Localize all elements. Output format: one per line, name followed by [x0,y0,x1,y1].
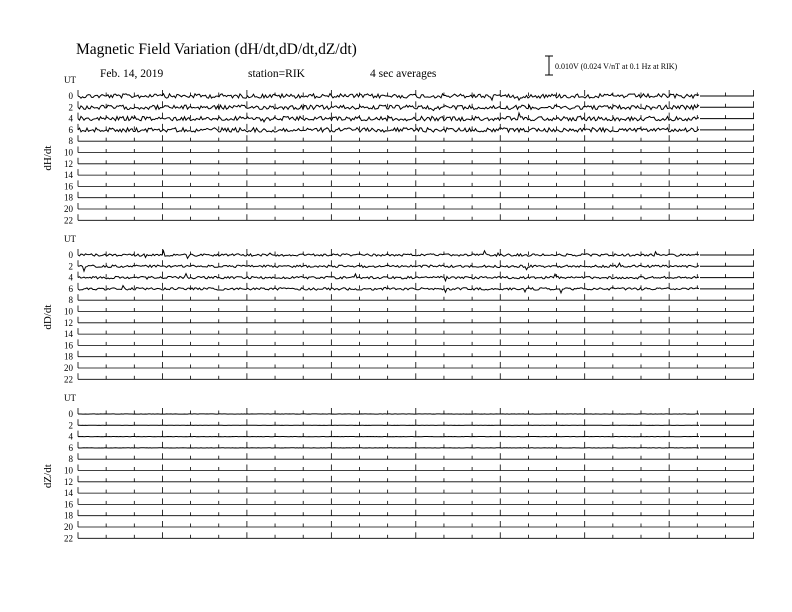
row-label: 22 [64,533,73,544]
row-label: 12 [64,158,73,169]
row-label: 22 [64,215,73,226]
row-label: 16 [64,340,73,351]
row-label: 22 [64,374,73,385]
row-label: 6 [68,283,73,294]
row-label: 10 [64,306,73,317]
row-label: 6 [68,124,73,135]
chart-title: Magnetic Field Variation (dH/dt,dD/dt,dZ/dt) [76,41,357,58]
row-label: 16 [64,181,73,192]
row-label: 0 [68,91,73,101]
ut-axis-label: UT [64,234,76,244]
row-label: 16 [64,499,73,510]
row-label: 0 [68,250,73,260]
averaging-label: 4 sec averages [370,68,437,80]
row-label: 2 [68,420,73,431]
panel-ylabel: dH/dt [42,145,54,171]
panel-ylabel: dD/dt [42,304,54,330]
row-label: 14 [64,329,73,340]
row-label: 20 [64,204,73,214]
trace-line [78,263,699,271]
row-label: 18 [64,351,73,362]
trace-line [78,251,699,259]
trace-line [78,105,699,110]
row-label: 8 [68,136,73,147]
ut-axis-label: UT [64,393,76,403]
row-label: 12 [64,476,73,487]
row-label: 4 [68,431,73,442]
row-label: 6 [68,442,73,453]
trace-line [78,128,699,132]
scale-bar [545,56,678,75]
row-label: 18 [64,510,73,521]
panel-dz-dt [42,393,754,543]
panels [42,75,754,543]
row-label: 0 [68,409,73,419]
row-label: 10 [64,147,73,158]
date-label: Feb. 14, 2019 [100,68,164,80]
row-label: 4 [68,113,73,124]
row-label: 20 [64,363,73,373]
row-label: 2 [68,261,73,272]
row-label: 8 [68,295,73,306]
row-label: 14 [64,170,73,181]
scale-label: 0.010V (0.024 V/nT at 0.1 Hz at RIK) [555,62,678,71]
station-label: station=RIK [248,68,305,80]
trace-line [78,94,699,101]
ut-axis-label: UT [64,75,76,85]
row-label: 20 [64,522,73,532]
trace-line [78,286,699,293]
panel-dh-dt [42,75,754,225]
trace-line [78,274,699,281]
row-label: 2 [68,102,73,113]
trace-line [78,113,699,122]
panel-dd-dt [42,234,754,384]
row-label: 8 [68,454,73,465]
row-label: 4 [68,272,73,283]
row-label: 14 [64,488,73,499]
panel-ylabel: dZ/dt [42,464,54,489]
row-label: 18 [64,192,73,203]
row-label: 10 [64,465,73,476]
row-label: 12 [64,317,73,328]
